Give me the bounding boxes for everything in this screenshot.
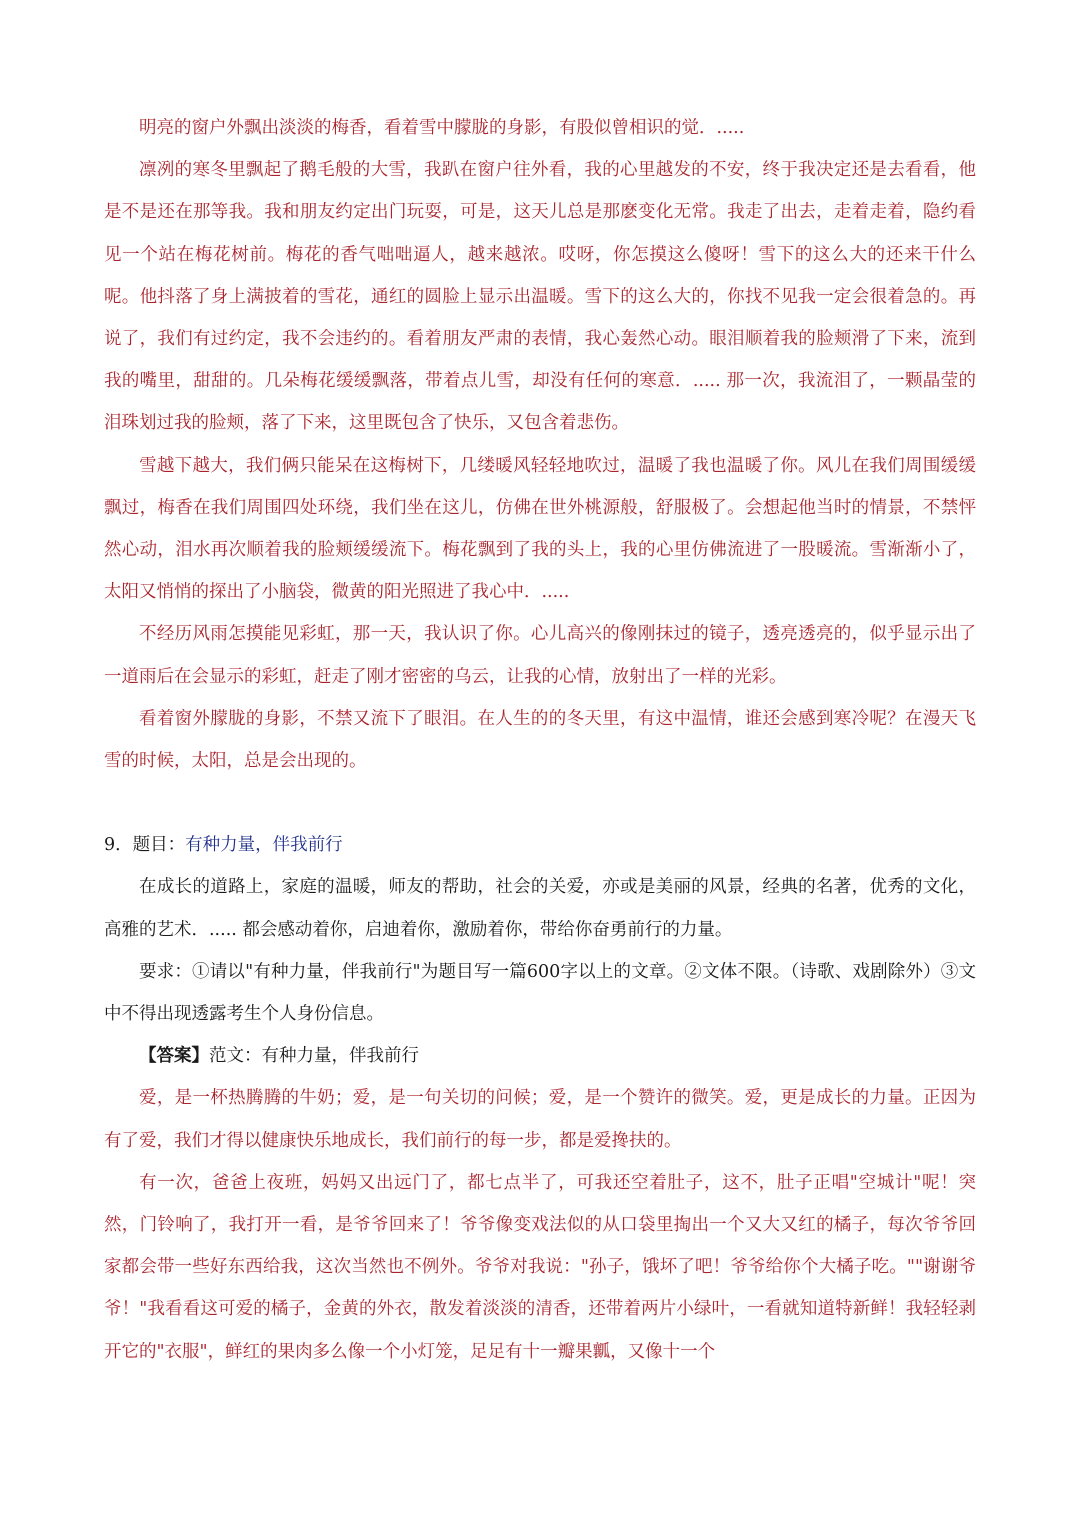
section-spacer bbox=[104, 782, 976, 824]
paragraph: 看着窗外朦胧的身影，不禁又流下了眼泪。在人生的的冬天里，有这中温情，谁还会感到寒冷呢？在漫天飞雪的时候，太阳，总是会出现的。 bbox=[104, 708, 976, 772]
answer-heading bbox=[104, 1035, 976, 1077]
question-number-prefix: 9．题目： bbox=[104, 835, 186, 856]
question-heading bbox=[104, 824, 976, 866]
paragraph: 不经历风雨怎摸能见彩虹，那一天，我认识了你。心儿高兴的像刚抹过的镜子，透亮透亮的，似乎显示出了一道雨后在会显示的彩虹，赶走了刚才密密的乌云，让我的心情，放射出了一样的光彩。 bbox=[104, 624, 976, 687]
answer-title: 范文：有种力量，伴我前行 bbox=[209, 1046, 419, 1067]
paragraph: 有一次，爸爸上夜班，妈妈又出远门了，都七点半了，可我还空着肚子，这不，肚子正唱"空城计"呢！突然，门铃响了，我打开一看，是爷爷回来了！爷爷像变戏法似的从口袋里掏出一个又大又红的橘子，每次爷爷回家都会带一些好东西给我，这次当然也不例外。爷爷对我说："孙子，饿坏了吧！爷爷给你个大橘子吃。""谢谢爷爷！"我看看这可爱的橘子，金黄的外衣，散发着淡淡的清香，还带着两片小绿叶，一看就知道特新鲜！我轻轻剥开它的"衣服"，鲜红的果肉多么像一个小灯笼，足足有十一瓣果瓤，又像十一个 bbox=[104, 1172, 976, 1362]
question-9 bbox=[104, 824, 976, 1077]
essay-passage-2 bbox=[104, 1077, 976, 1372]
paragraph: 凛冽的寒冬里飘起了鹅毛般的大雪，我趴在窗户往外看，我的心里越发的不安，终于我决定还是去看看，他是不是还在那等我。我和朋友约定出门玩耍，可是，这天儿总是那麽变化无常。我走了出去，走着走着，隐约看见一个站在梅花树前。梅花的香气咄咄逼人，越来越浓。哎呀，你怎摸这么傻呀！雪下的这么大的还来干什么呢。他抖落了身上满披着的雪花，通红的圆脸上显示出温暖。雪下的这么大的，你找不见我一定会很着急的。再说了，我们有过约定，我不会违约的。看着朋友严肃的表情，我心轰然心动。眼泪顺着我的脸颊滑了下来，流到我的嘴里，甜甜的。几朵梅花缓缓飘落，带着点儿雪，却没有任何的寒意．..... 那一次，我流泪了，一颗晶莹的泪珠划过我的脸颊，落了下来，这里既包含了快乐，又包含着悲伤。 bbox=[104, 160, 976, 434]
paragraph: 爱，是一杯热腾腾的牛奶；爱，是一句关切的问候；爱，是一个赞许的微笑。爱，更是成长的力量。正因为有了爱，我们才得以健康快乐地成长，我们前行的每一步，都是爱搀扶的。 bbox=[104, 1088, 976, 1151]
essay-passage-1 bbox=[104, 107, 976, 782]
paragraph: 雪越下越大，我们俩只能呆在这梅树下，几缕暖风轻轻地吹过，温暖了我也温暖了你。风儿在我们周围缓缓飘过，梅香在我们周围四处环绕，我们坐在这儿，仿佛在世外桃源般，舒服极了。会想起他当时的情景，不禁怦然心动，泪水再次顺着我的脸颊缓缓流下。梅花飘到了我的头上，我的心里仿佛流进了一股暖流。雪渐渐小了，太阳又悄悄的探出了小脑袋，微黄的阳光照进了我心中．..... bbox=[104, 455, 976, 603]
paragraph: 明亮的窗户外飘出淡淡的梅香，看着雪中朦胧的身影，有股似曾相识的觉．..... bbox=[139, 118, 745, 138]
answer-tag: 【答案】 bbox=[139, 1046, 209, 1067]
question-requirements: 要求：①请以"有种力量，伴我前行"为题目写一篇600字以上的文章。②文体不限。（诗歌、戏剧除外）③文中不得出现透露考生个人身份信息。 bbox=[104, 961, 976, 1025]
question-title: 有种力量，伴我前行 bbox=[185, 835, 343, 856]
question-prompt: 在成长的道路上，家庭的温暖，师友的帮助，社会的关爱，亦或是美丽的风景，经典的名著，优秀的文化，高雅的艺术．..... 都会感动着你，启迪着你，激励着你，带给你奋勇前行的力量。 bbox=[104, 877, 976, 940]
